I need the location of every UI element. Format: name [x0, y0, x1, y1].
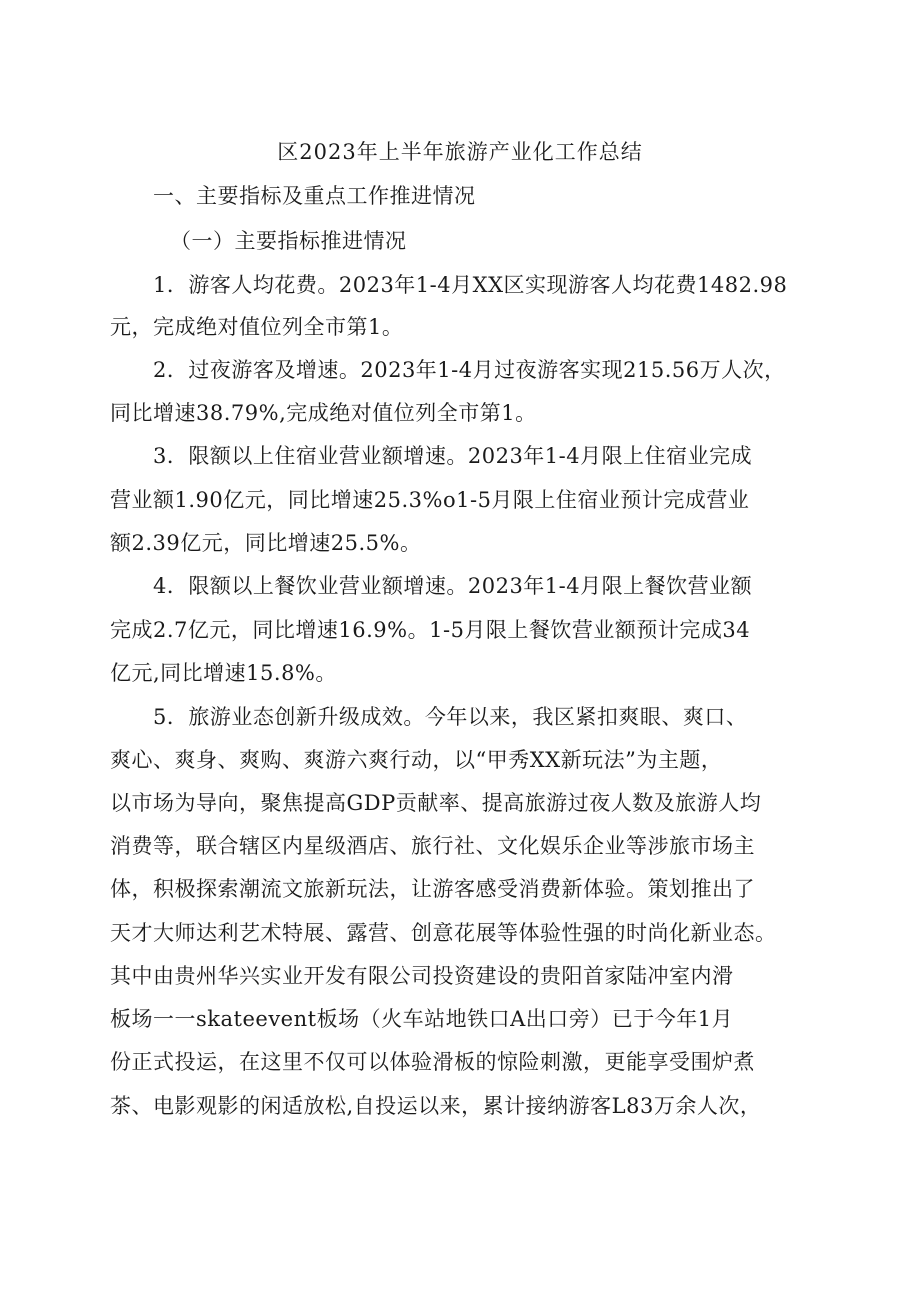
- paragraph-line: 板场一一skateevent板场（火车站地铁口A出口旁）已于今年1月: [110, 1007, 734, 1031]
- paragraph-line: 4．限额以上餐饮业营业额增速。2023年1-4月限上餐饮营业额: [153, 574, 753, 598]
- document-title: 区2023年上半年旅游产业化工作总结: [277, 140, 643, 164]
- paragraph-line: 亿元,同比增速15.8%。: [110, 661, 337, 685]
- paragraph-line: 元，完成绝对值位列全市第1。: [110, 315, 404, 339]
- paragraph-line: 爽心、爽身、爽购、爽游六爽行动，以“甲秀XX新玩法”为主题，: [110, 748, 723, 772]
- paragraph-line: 额2.39亿元，同比增速25.5%。: [110, 531, 422, 555]
- paragraph-line: 天才大师达利艺术特展、露营、创意花展等体验性强的时尚化新业态。: [110, 921, 777, 945]
- paragraph-line: 份正式投运，在这里不仅可以体验滑板的惊险刺激，更能享受围炉煮: [110, 1050, 755, 1074]
- paragraph-line: 体，积极探索潮流文旅新玩法，让游客感受消费新体验。策划推出了: [110, 877, 755, 901]
- paragraph-line: 以市场为导向，聚焦提高GDP贡献率、提高旅游过夜人数及旅游人均: [110, 791, 762, 815]
- paragraph-line: 完成2.7亿元，同比增速16.9%。1-5月限上餐饮营业额预计完成34: [110, 618, 751, 642]
- paragraph-line: 1．游客人均花费。2023年1-4月XX区实现游客人均花费1482.98: [153, 273, 788, 297]
- subsection-heading: （一）主要指标推进情况: [170, 229, 407, 253]
- paragraph-line: 2．过夜游客及增速。2023年1-4月过夜游客实现215.56万人次，: [153, 358, 786, 382]
- paragraph-line: 同比增速38.79%,完成绝对值位列全市第1。: [110, 401, 537, 425]
- paragraph-line: 茶、电影观影的闲适放松,自投运以来，累计接纳游客L83万余人次，: [110, 1094, 762, 1118]
- paragraph-line: 营业额1.90亿元，同比增速25.3%o1-5月限上住宿业预计完成营业: [110, 488, 750, 512]
- section-heading: 一、主要指标及重点工作推进情况: [153, 184, 476, 208]
- paragraph-line: 其中由贵州华兴实业开发有限公司投资建设的贵阳首家陆冲室内滑: [110, 964, 734, 988]
- paragraph-line: 消费等，联合辖区内星级酒店、旅行社、文化娱乐企业等涉旅市场主: [110, 834, 755, 858]
- paragraph-line: 3．限额以上住宿业营业额增速。2023年1-4月限上住宿业完成: [153, 444, 753, 468]
- paragraph-line: 5．旅游业态创新升级成效。今年以来，我区紧扣爽眼、爽口、: [153, 705, 748, 729]
